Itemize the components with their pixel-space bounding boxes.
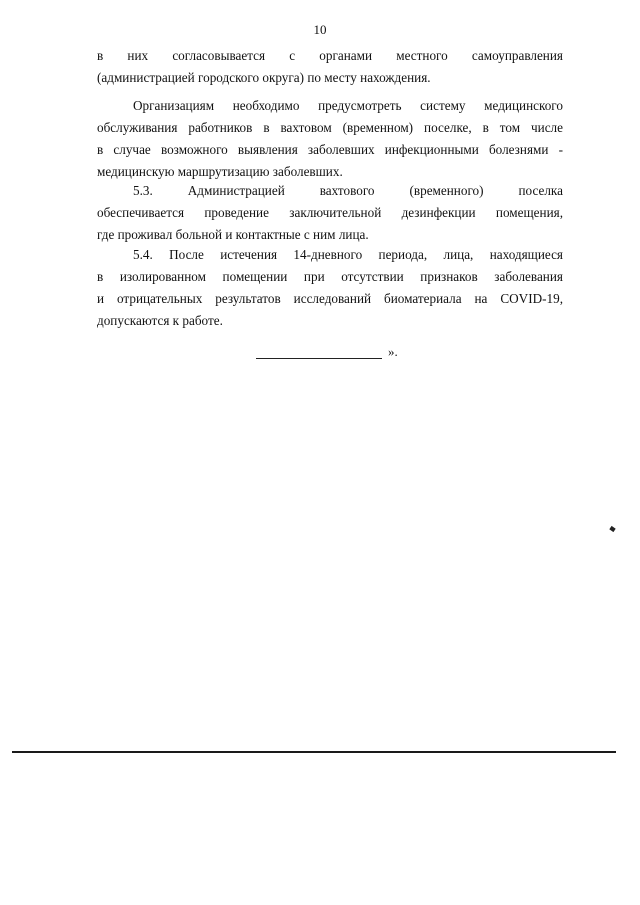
bottom-rule-divider <box>12 751 616 753</box>
paragraph-section-5-4 <box>97 244 563 332</box>
text-line: обеспечивается проведение заключительной дезинфекции помещения, <box>97 205 563 220</box>
text-line: допускаются к работе. <box>97 313 223 328</box>
page-number: 10 <box>313 22 327 37</box>
paragraph-section-5-3 <box>97 180 563 246</box>
text-line: (администрацией городского округа) по месту нахождения. <box>97 70 431 85</box>
closing-quote: ». <box>388 344 398 359</box>
text-line: где проживал больной и контактные с ним лица. <box>97 227 369 242</box>
text-line: в них согласовывается с органами местного самоуправления <box>97 48 563 63</box>
text-line: Организациям необходимо предусмотреть систему медицинского <box>133 98 563 113</box>
paragraph-medical-service <box>97 95 563 183</box>
text-line: в изолированном помещении при отсутствии признаков заболевания <box>97 269 563 284</box>
text-line: обслуживания работников в вахтовом (временном) поселке, в том числе <box>97 120 563 135</box>
scan-artifact-mark <box>609 526 615 532</box>
text-line: медицинскую маршрутизацию заболевших. <box>97 164 343 179</box>
text-line: в случае возможного выявления заболевших инфекционными болезнями - <box>97 142 563 157</box>
closing-underline <box>256 346 382 359</box>
text-line: 5.3. Администрацией вахтового (временного) поселка <box>133 183 563 198</box>
paragraph-continuation <box>97 45 563 89</box>
text-line: и отрицательных результатов исследований биоматериала на COVID-19, <box>97 291 563 306</box>
text-line: 5.4. После истечения 14-дневного периода, лица, находящиеся <box>133 247 563 262</box>
